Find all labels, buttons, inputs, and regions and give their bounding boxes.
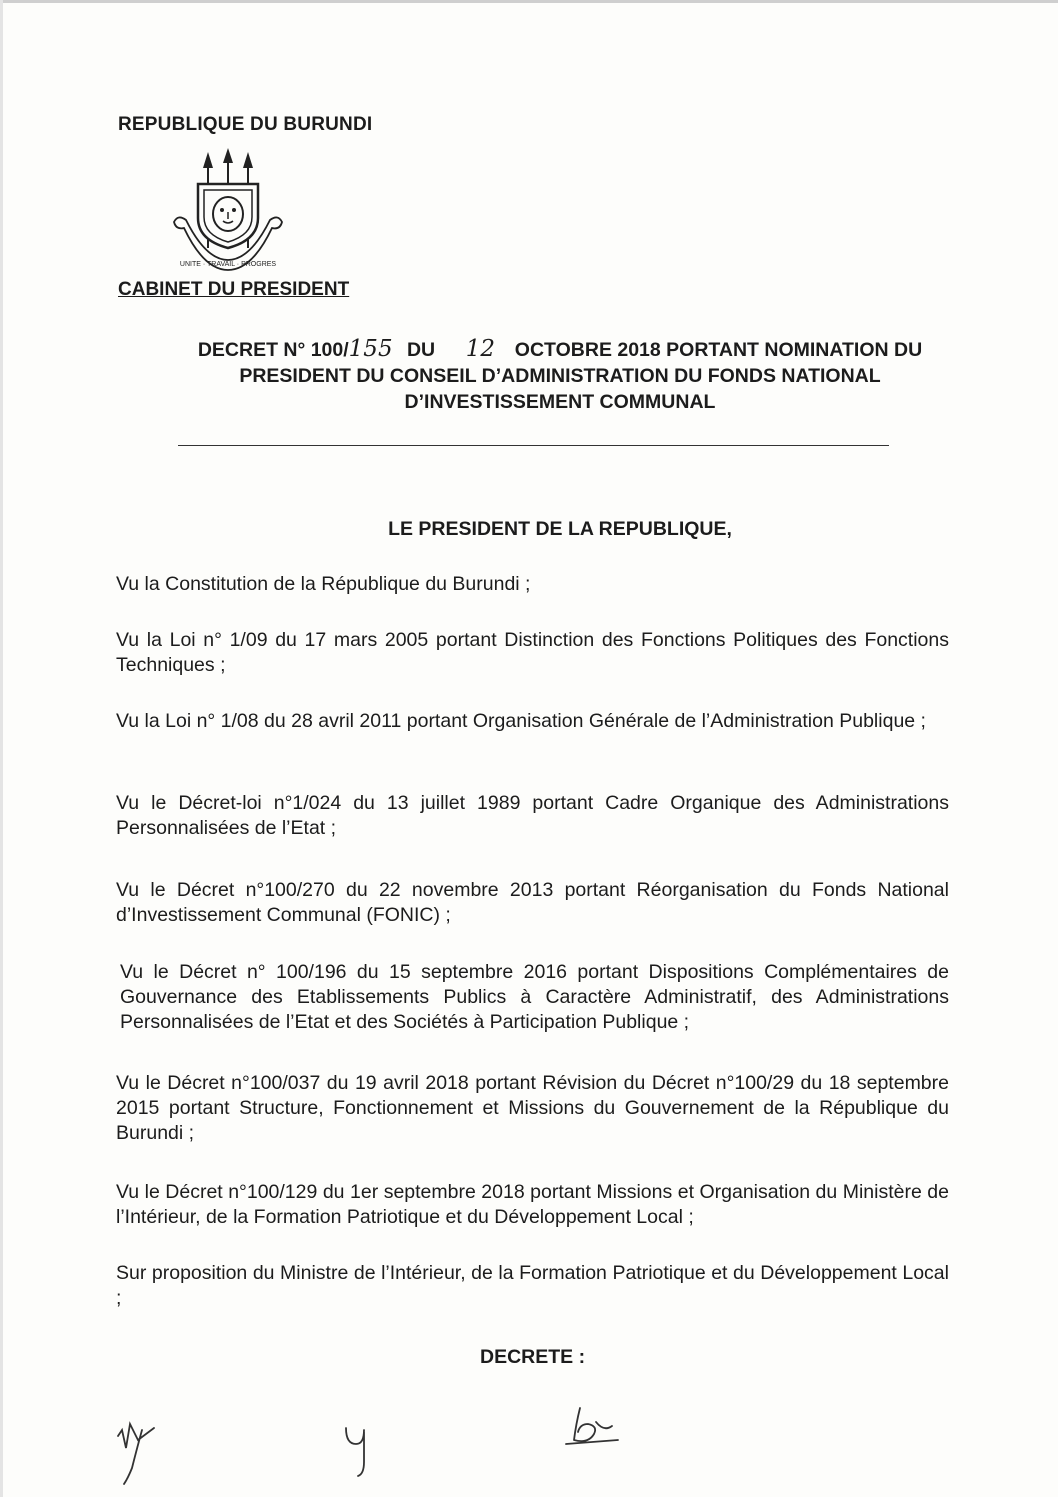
decree-du: DU (406, 339, 436, 361)
decree-title-line-2: PRESIDENT DU CONSEIL D’ADMINISTRATION DU FONDS NATIONAL (239, 365, 881, 387)
handwritten-decree-day: 12 (465, 336, 496, 362)
president-heading: LE PRESIDENT DE LA REPUBLIQUE, (388, 518, 732, 540)
coat-of-arms-emblem (168, 148, 288, 272)
decree-date-rest: OCTOBRE 2018 PORTANT NOMINATION DU (514, 339, 923, 361)
cabinet-heading: CABINET DU PRESIDENT (118, 279, 350, 300)
scan-left-edge (0, 0, 3, 1497)
scan-top-edge (0, 0, 1058, 3)
handwritten-initial-2 (338, 1422, 378, 1480)
handwritten-initial-3 (560, 1404, 624, 1450)
handwritten-decree-number: 155 (348, 336, 393, 362)
visa-paragraph: Vu la Constitution de la République du Burundi ; (116, 573, 531, 595)
decrete-heading: DECRETE : (480, 1346, 586, 1368)
decree-title (120, 336, 1000, 415)
handwritten-initial-1 (112, 1418, 172, 1488)
republic-heading: REPUBLIQUE DU BURUNDI (118, 114, 373, 135)
visa-paragraph: Vu la Loi n° 1/08 du 28 avril 2011 portant Organisation Générale de l’Administration Publique ; (116, 710, 926, 732)
visa-paragraph: Vu le Décret n°100/270 du 22 novembre 2013 portant Réorganisation du Fonds National d’Investissement Communal (FONIC) ; (116, 879, 949, 926)
visa-paragraph: Vu le Décret n° 100/196 du 15 septembre 2016 portant Dispositions Complémentaires de Gouvernance des Etablissements Publics à Caractère Administratif, des Administrations Personnalisées de l’Etat et des Sociétés à Participation Publique ; (120, 961, 949, 1033)
svg-text:UNITE · TRAVAIL · PROGRES: UNITE · TRAVAIL · PROGRES (179, 261, 277, 268)
visa-paragraph: Vu le Décret n°100/129 du 1er septembre 2018 portant Missions et Organisation du Ministère de l’Intérieur, de la Formation Patriotique et du Développement Local ; (116, 1181, 949, 1228)
title-divider (178, 445, 889, 446)
decree-title-line-3: D’INVESTISSEMENT COMMUNAL (404, 391, 716, 413)
visa-paragraph: Vu le Décret n°100/037 du 19 avril 2018 portant Révision du Décret n°100/29 du 18 septembre 2015 portant Structure, Fonctionnement et Missions du Gouvernement de la République du Burundi ; (116, 1072, 949, 1144)
visa-paragraph: Vu le Décret-loi n°1/024 du 13 juillet 1989 portant Cadre Organique des Administrations Personnalisées de l’Etat ; (116, 792, 949, 839)
proposition-paragraph: Sur proposition du Ministre de l’Intérieur, de la Formation Patriotique et du Développement Local ; (116, 1262, 949, 1309)
visa-paragraph: Vu la Loi n° 1/09 du 17 mars 2005 portant Distinction des Fonctions Politiques des Fonctions Techniques ; (116, 629, 949, 676)
decree-title-line-1 (120, 336, 1000, 363)
decree-prefix: DECRET N° 100/ (197, 339, 349, 361)
